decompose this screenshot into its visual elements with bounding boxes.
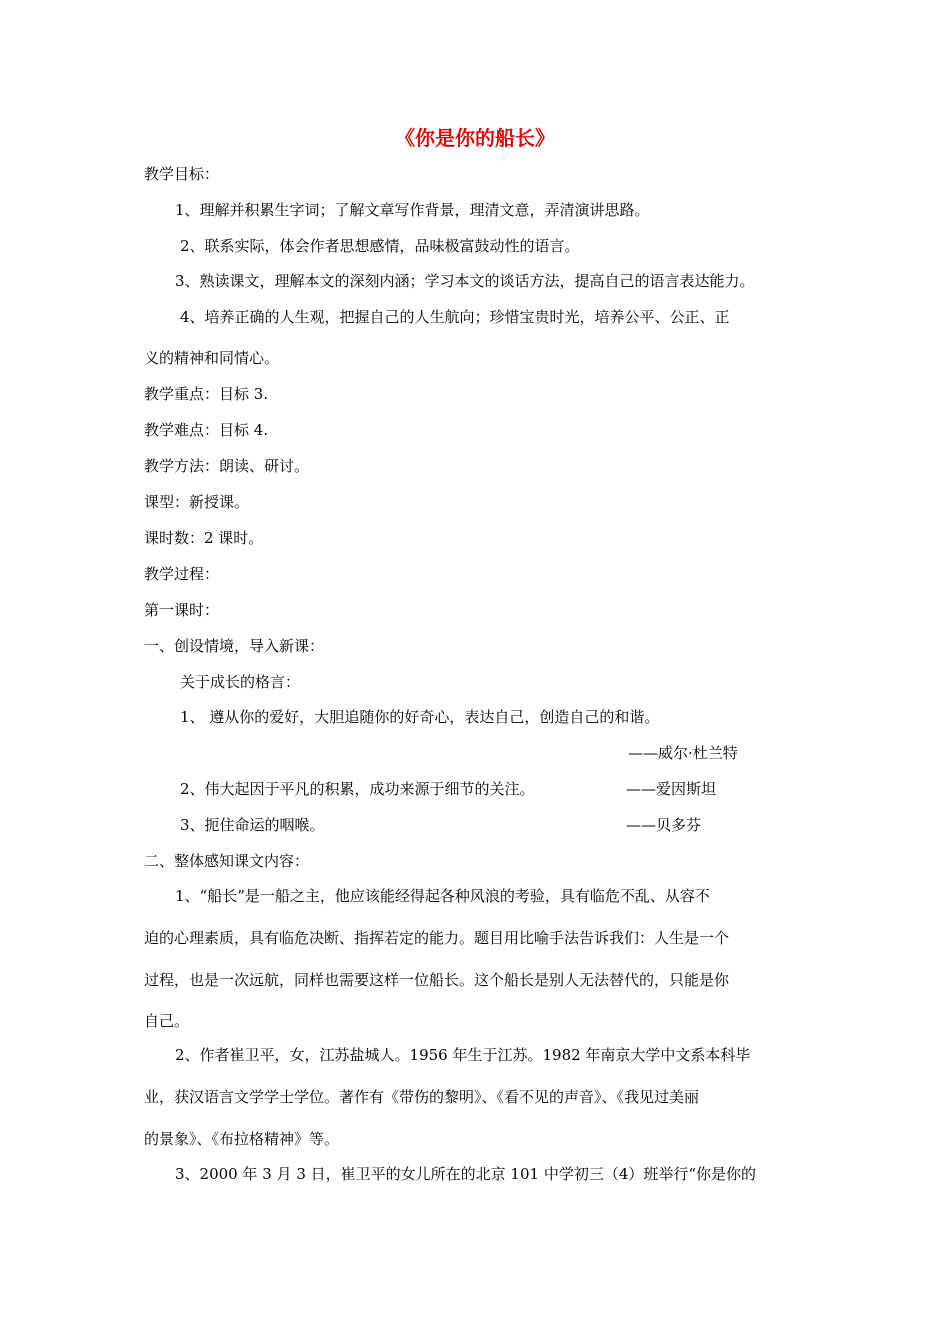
objective-4-line-2: 义的精神和同情心。 [144, 349, 280, 367]
objective-1: 1、理解并积累生字词；了解文章写作背景，理清文意，弄清演讲思路。 [175, 201, 650, 219]
quote-3: 3、扼住命运的咽喉。 [180, 816, 325, 834]
objective-3: 3、熟读课文，理解本文的深刻内涵；学习本文的谈话方法，提高自己的语言表达能力。 [175, 272, 755, 290]
first-lesson-heading: 第一课时： [144, 601, 220, 619]
paragraph-2-line-3: 的景象》、《布拉格精神》等。 [144, 1130, 340, 1148]
process-heading: 教学过程： [144, 565, 220, 583]
paragraph-1-line-2: 迫的心理素质，具有临危决断、指挥若定的能力。题目用比喻手法告诉我们：人生是一个 [144, 929, 730, 947]
quote-1-author: ——威尔·杜兰特 [628, 744, 738, 762]
method: 教学方法：朗读、研讨。 [144, 457, 310, 475]
document-title: 《你是你的船长》 [395, 126, 555, 150]
class-hours: 课时数：2 课时。 [144, 529, 264, 547]
key-point: 教学重点：目标 3. [144, 385, 269, 403]
quote-2-author: ——爱因斯坦 [626, 780, 717, 798]
quote-1: 1、 遵从你的爱好，大胆追随你的好奇心，表达自己，创造自己的和谐。 [180, 708, 660, 726]
paragraph-2-line-2: 业，获汉语言文学学士学位。著作有《带伤的黎明》、《看不见的声音》、《我见过美丽 [144, 1088, 700, 1106]
quotes-intro: 关于成长的格言： [180, 673, 301, 691]
part-one-heading: 一、创设情境，导入新课： [144, 637, 325, 655]
part-two-heading: 二、整体感知课文内容： [144, 852, 310, 870]
paragraph-1-line-3: 过程，也是一次远航，同样也需要这样一位船长。这个船长是别人无法替代的，只能是你 [144, 971, 730, 989]
paragraph-2-line-1: 2、作者崔卫平，女，江苏盐城人。1956 年生于江苏。1982 年南京大学中文系本科毕 [175, 1046, 751, 1064]
lesson-type: 课型：新授课。 [144, 493, 250, 511]
section-heading: 教学目标： [144, 165, 220, 183]
paragraph-1-line-1: 1、“船长”是一船之主，他应该能经得起各种风浪的考验，具有临危不乱、从容不 [175, 887, 710, 905]
paragraph-3-line-1: 3、2000 年 3 月 3 日，崔卫平的女儿所在的北京 101 中学初三（4）班举行“你是你的 [175, 1165, 757, 1183]
objective-4-line-1: 4、培养正确的人生观，把握自己的人生航向；珍惜宝贵时光，培养公平、公正、正 [180, 308, 730, 326]
quote-2: 2、伟大起因于平凡的积累，成功来源于细节的关注。 [180, 780, 535, 798]
quote-3-author: ——贝多芬 [626, 816, 702, 834]
paragraph-1-line-4: 自己。 [144, 1012, 190, 1030]
objective-2: 2、联系实际，体会作者思想感情，品味极富鼓动性的语言。 [180, 237, 580, 255]
difficulty: 教学难点：目标 4. [144, 421, 269, 439]
